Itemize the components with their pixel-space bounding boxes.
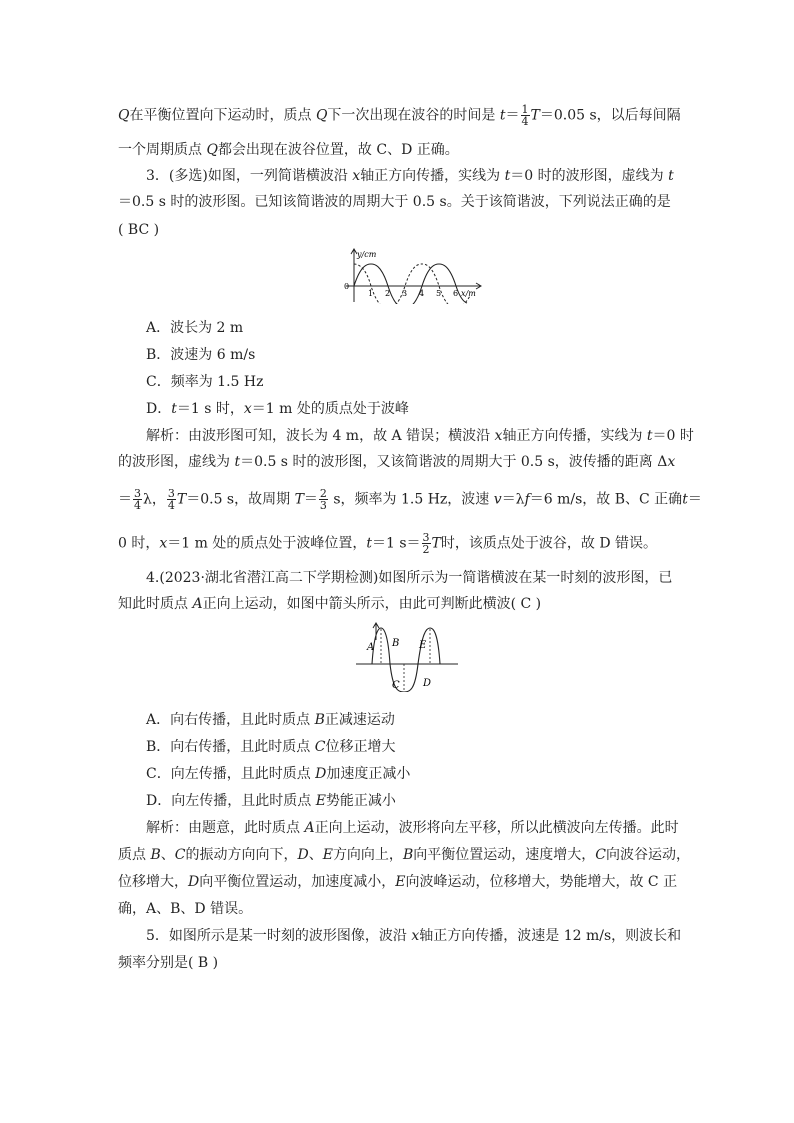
- option-c: C．向左传播，且此时质点 D加速度正减小: [146, 766, 411, 782]
- tick-label: 5: [436, 289, 442, 298]
- option-d: D．向左传播，且此时质点 E势能正减小: [146, 793, 396, 809]
- question-3-stem: 3．(多选)如图，一列简谐横波沿 x轴正方向传播，实线为 t＝0 时的波形图，虚线为 t: [146, 168, 674, 184]
- option-c: C．频率为 1.5 Hz: [146, 374, 264, 390]
- text-line: 知此时质点 A正向上运动，如图中箭头所示，由此可判断此横波( C ): [118, 596, 542, 612]
- label-b: B: [392, 638, 400, 649]
- y-axis-label: y/cm: [357, 250, 377, 259]
- tick-label: 3: [402, 289, 408, 298]
- text-line: 频率分别是( B ): [118, 955, 219, 971]
- analysis-line: 解析：由题意，此时质点 A正向上运动，波形将向左平移，所以此横波向左传播。此时: [146, 820, 679, 836]
- label-e: E: [419, 640, 427, 651]
- tick-label: 6: [453, 289, 459, 298]
- option-b: B．向右传播，且此时质点 C位移正增大: [146, 739, 396, 755]
- question-5-stem: 5．如图所示是某一时刻的波形图像，波沿 x轴正方向传播，波速是 12 m/s，则波长和: [146, 928, 682, 944]
- wave-graph-q4: [352, 620, 460, 692]
- text-line: 一个周期质点 Q都会出现在波谷位置，故 C、D 正确。: [118, 142, 459, 158]
- analysis-line: 的波形图，虚线为 t＝0.5 s 时的波形图，又该简谐波的周期大于 0.5 s，波传播的距离 Δx: [118, 454, 676, 470]
- dashed-wave: [354, 264, 470, 304]
- label-d: D: [423, 678, 432, 689]
- label-c: C: [392, 680, 400, 691]
- text-line: Q在平衡位置向下运动时，质点 Q下一次出现在波谷的时间是 t＝ $\frac{1}{4}$ T＝0.05 s，以后每间隔: [118, 103, 681, 128]
- tick-label: 4: [419, 289, 425, 298]
- analysis-line: 确，A、B、D 错误。: [118, 901, 253, 917]
- analysis-line: ＝ $\frac{3}{4}$ λ， $\frac{3}{4}$ T＝0.5 s，故周期 T＝ $\frac{2}{3}$ s，频率为 1.5 Hz，波速 v＝λf＝6 m/s，故 B、C 正确t＝: [118, 487, 702, 512]
- solid-wave: [354, 264, 467, 304]
- option-d: D．t＝1 s 时，x＝1 m 处的质点处于波峰: [146, 401, 409, 417]
- wave-graph-q3: [340, 246, 485, 304]
- x-axis-label: x/m: [461, 289, 476, 298]
- label-a: A: [367, 642, 375, 653]
- text-line: ＝0.5 s 时的波形图。已知该简谐波的周期大于 0.5 s。关于该简谐波，下列说法正确的是: [118, 194, 671, 210]
- analysis-line: 质点 B、C的振动方向向下，D、E方向向上，B向平衡位置运动，速度增大，C向波谷运动，: [118, 847, 690, 863]
- option-b: B．波速为 6 m/s: [146, 347, 256, 363]
- tick-label: 2: [385, 289, 391, 298]
- fraction: $\frac{1}{4}$: [521, 103, 529, 128]
- tick-label: 1: [368, 289, 374, 298]
- analysis-line: 位移增大，D向平衡位置运动，加速度减小，E向波峰运动，位移增大，势能增大，故 C 正: [118, 874, 678, 890]
- option-a: A．波长为 2 m: [146, 320, 244, 336]
- analysis-line: 0 时，x＝1 m 处的质点处于波峰位置，t＝1 s＝ $\frac{3}{2}$ T时，该质点处于波谷，故 D 错误。: [118, 531, 658, 556]
- answer-line: ( BC ): [118, 222, 160, 238]
- origin-label: 0: [344, 282, 350, 291]
- option-a: A．向右传播，且此时质点 B正减速运动: [146, 712, 395, 728]
- question-4-stem: 4.(2023·湖北省潜江高二下学期检测)如图所示为一简谐横波在某一时刻的波形图，已: [146, 570, 673, 586]
- analysis-line: 解析：由波形图可知，波长为 4 m，故 A 错误；横波沿 x轴正方向传播，实线为 t＝0 时: [146, 428, 694, 444]
